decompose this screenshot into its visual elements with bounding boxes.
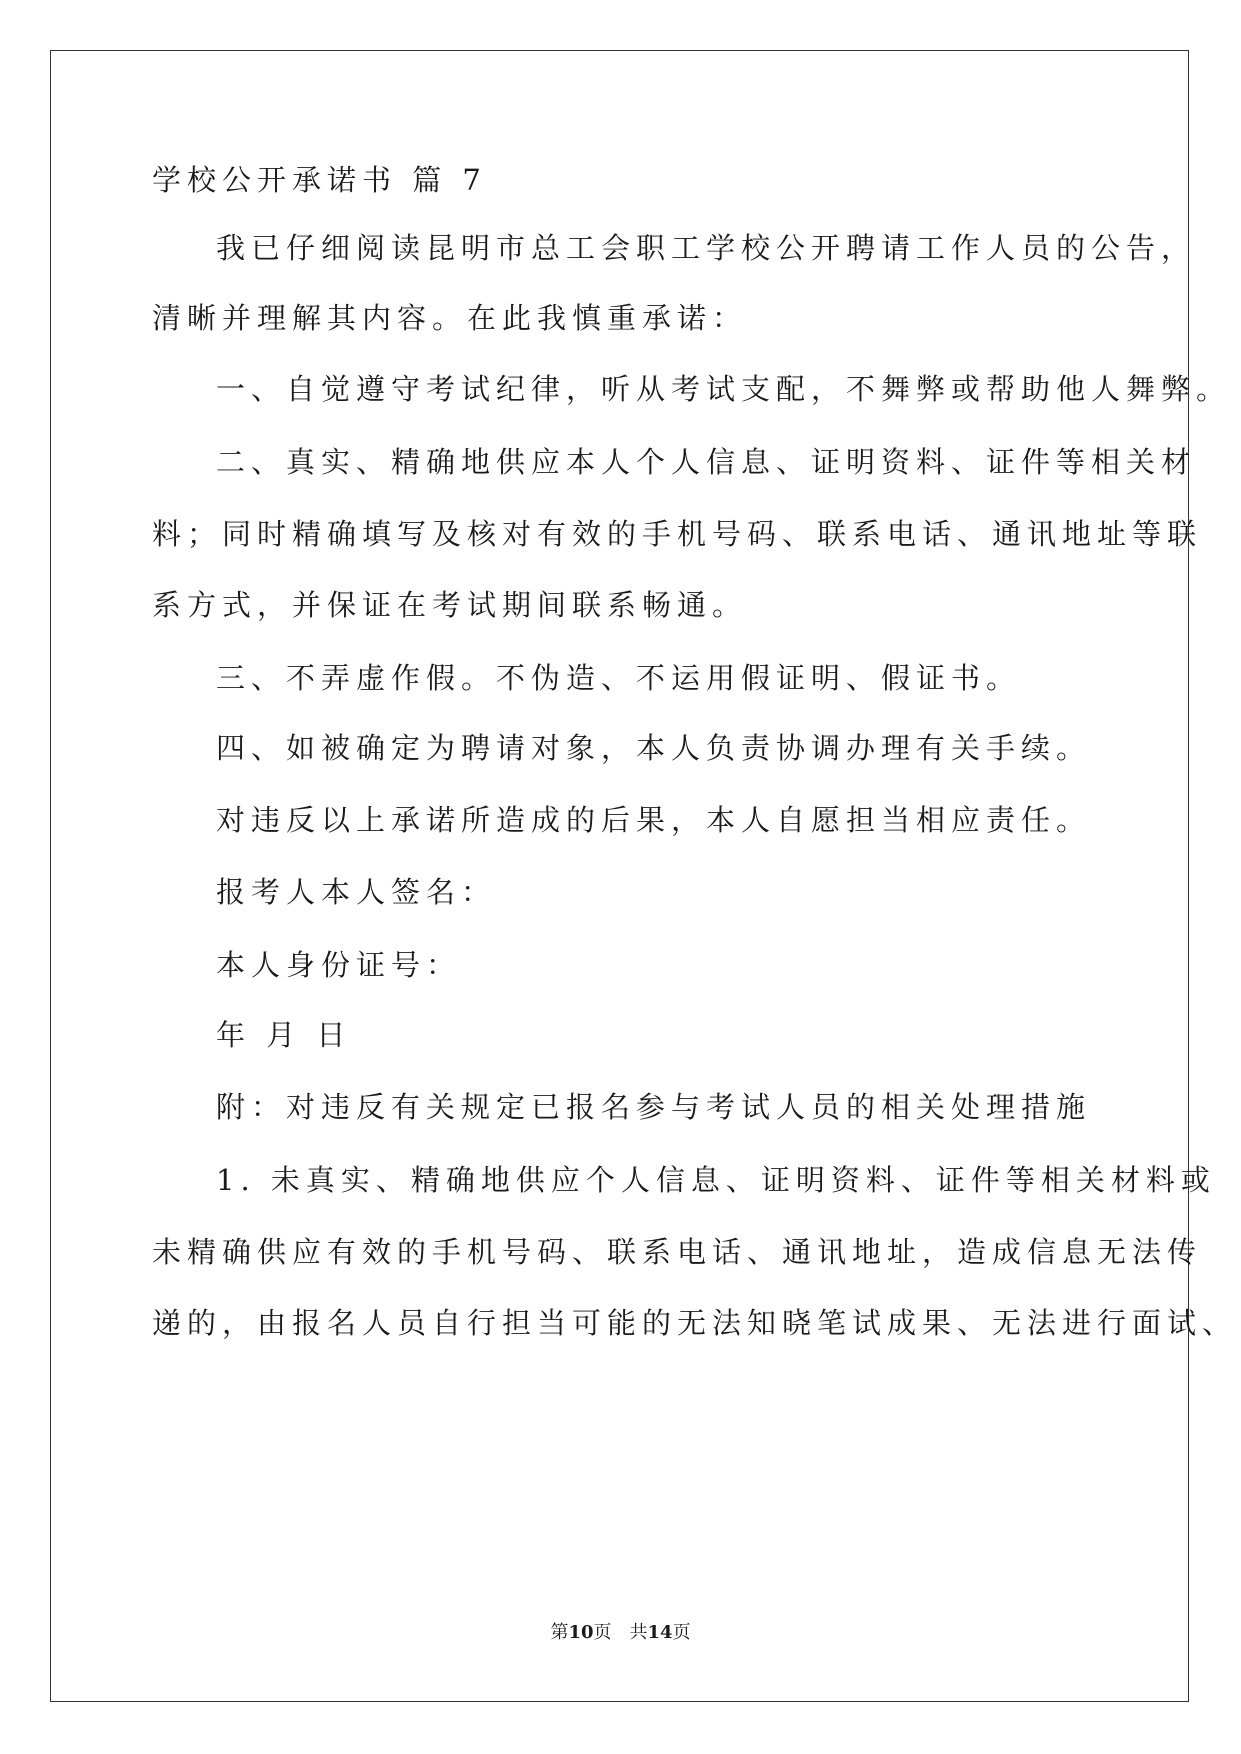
paragraph-line: 我已仔细阅读昆明市总工会职工学校公开聘请工作人员的公告，: [216, 231, 1197, 265]
footer-suffix: 页: [672, 1622, 691, 1643]
page-footer: [0, 1618, 1241, 1644]
footer-prefix: 第: [550, 1622, 569, 1643]
paragraph-line: 四、如被确定为聘请对象，本人负责协调办理有关手续。: [216, 731, 1092, 765]
paragraph-line: 1. 未真实、精确地供应个人信息、证明资料、证件等相关材料或: [216, 1163, 1216, 1197]
paragraph-line: 二、真实、精确地供应本人个人信息、证明资料、证件等相关材: [216, 445, 1197, 479]
document-title: 学校公开承诺书 篇 7: [152, 163, 487, 197]
current-page-number: 10: [568, 1622, 594, 1643]
total-pages-number: 14: [647, 1622, 673, 1643]
paragraph-line: 对违反以上承诺所造成的后果，本人自愿担当相应责任。: [216, 803, 1092, 837]
paragraph-line: 系方式，并保证在考试期间联系畅通。: [152, 588, 748, 622]
paragraph-line: 递的，由报名人员自行担当可能的无法知晓笔试成果、无法进行面试、: [152, 1306, 1238, 1340]
signature-label: 报考人本人签名：: [216, 875, 497, 909]
id-number-label: 本人身份证号：: [216, 948, 462, 982]
paragraph-line: 三、不弄虚作假。不伪造、不运用假证明、假证书。: [216, 661, 1022, 695]
paragraph-line: 未精确供应有效的手机号码、联系电话、通讯地址，造成信息无法传: [152, 1235, 1203, 1269]
paragraph-line: 清晰并理解其内容。在此我慎重承诺：: [152, 301, 748, 335]
date-label: 年 月 日: [216, 1018, 352, 1052]
footer-middle: 页 共: [593, 1622, 648, 1643]
paragraph-line: 一、自觉遵守考试纪律，听从考试支配，不舞弊或帮助他人舞弊。: [216, 372, 1232, 406]
paragraph-line: 料；同时精确填写及核对有效的手机号码、联系电话、通讯地址等联: [152, 517, 1203, 551]
appendix-heading: 附：对违反有关规定已报名参与考试人员的相关处理措施: [216, 1090, 1092, 1124]
